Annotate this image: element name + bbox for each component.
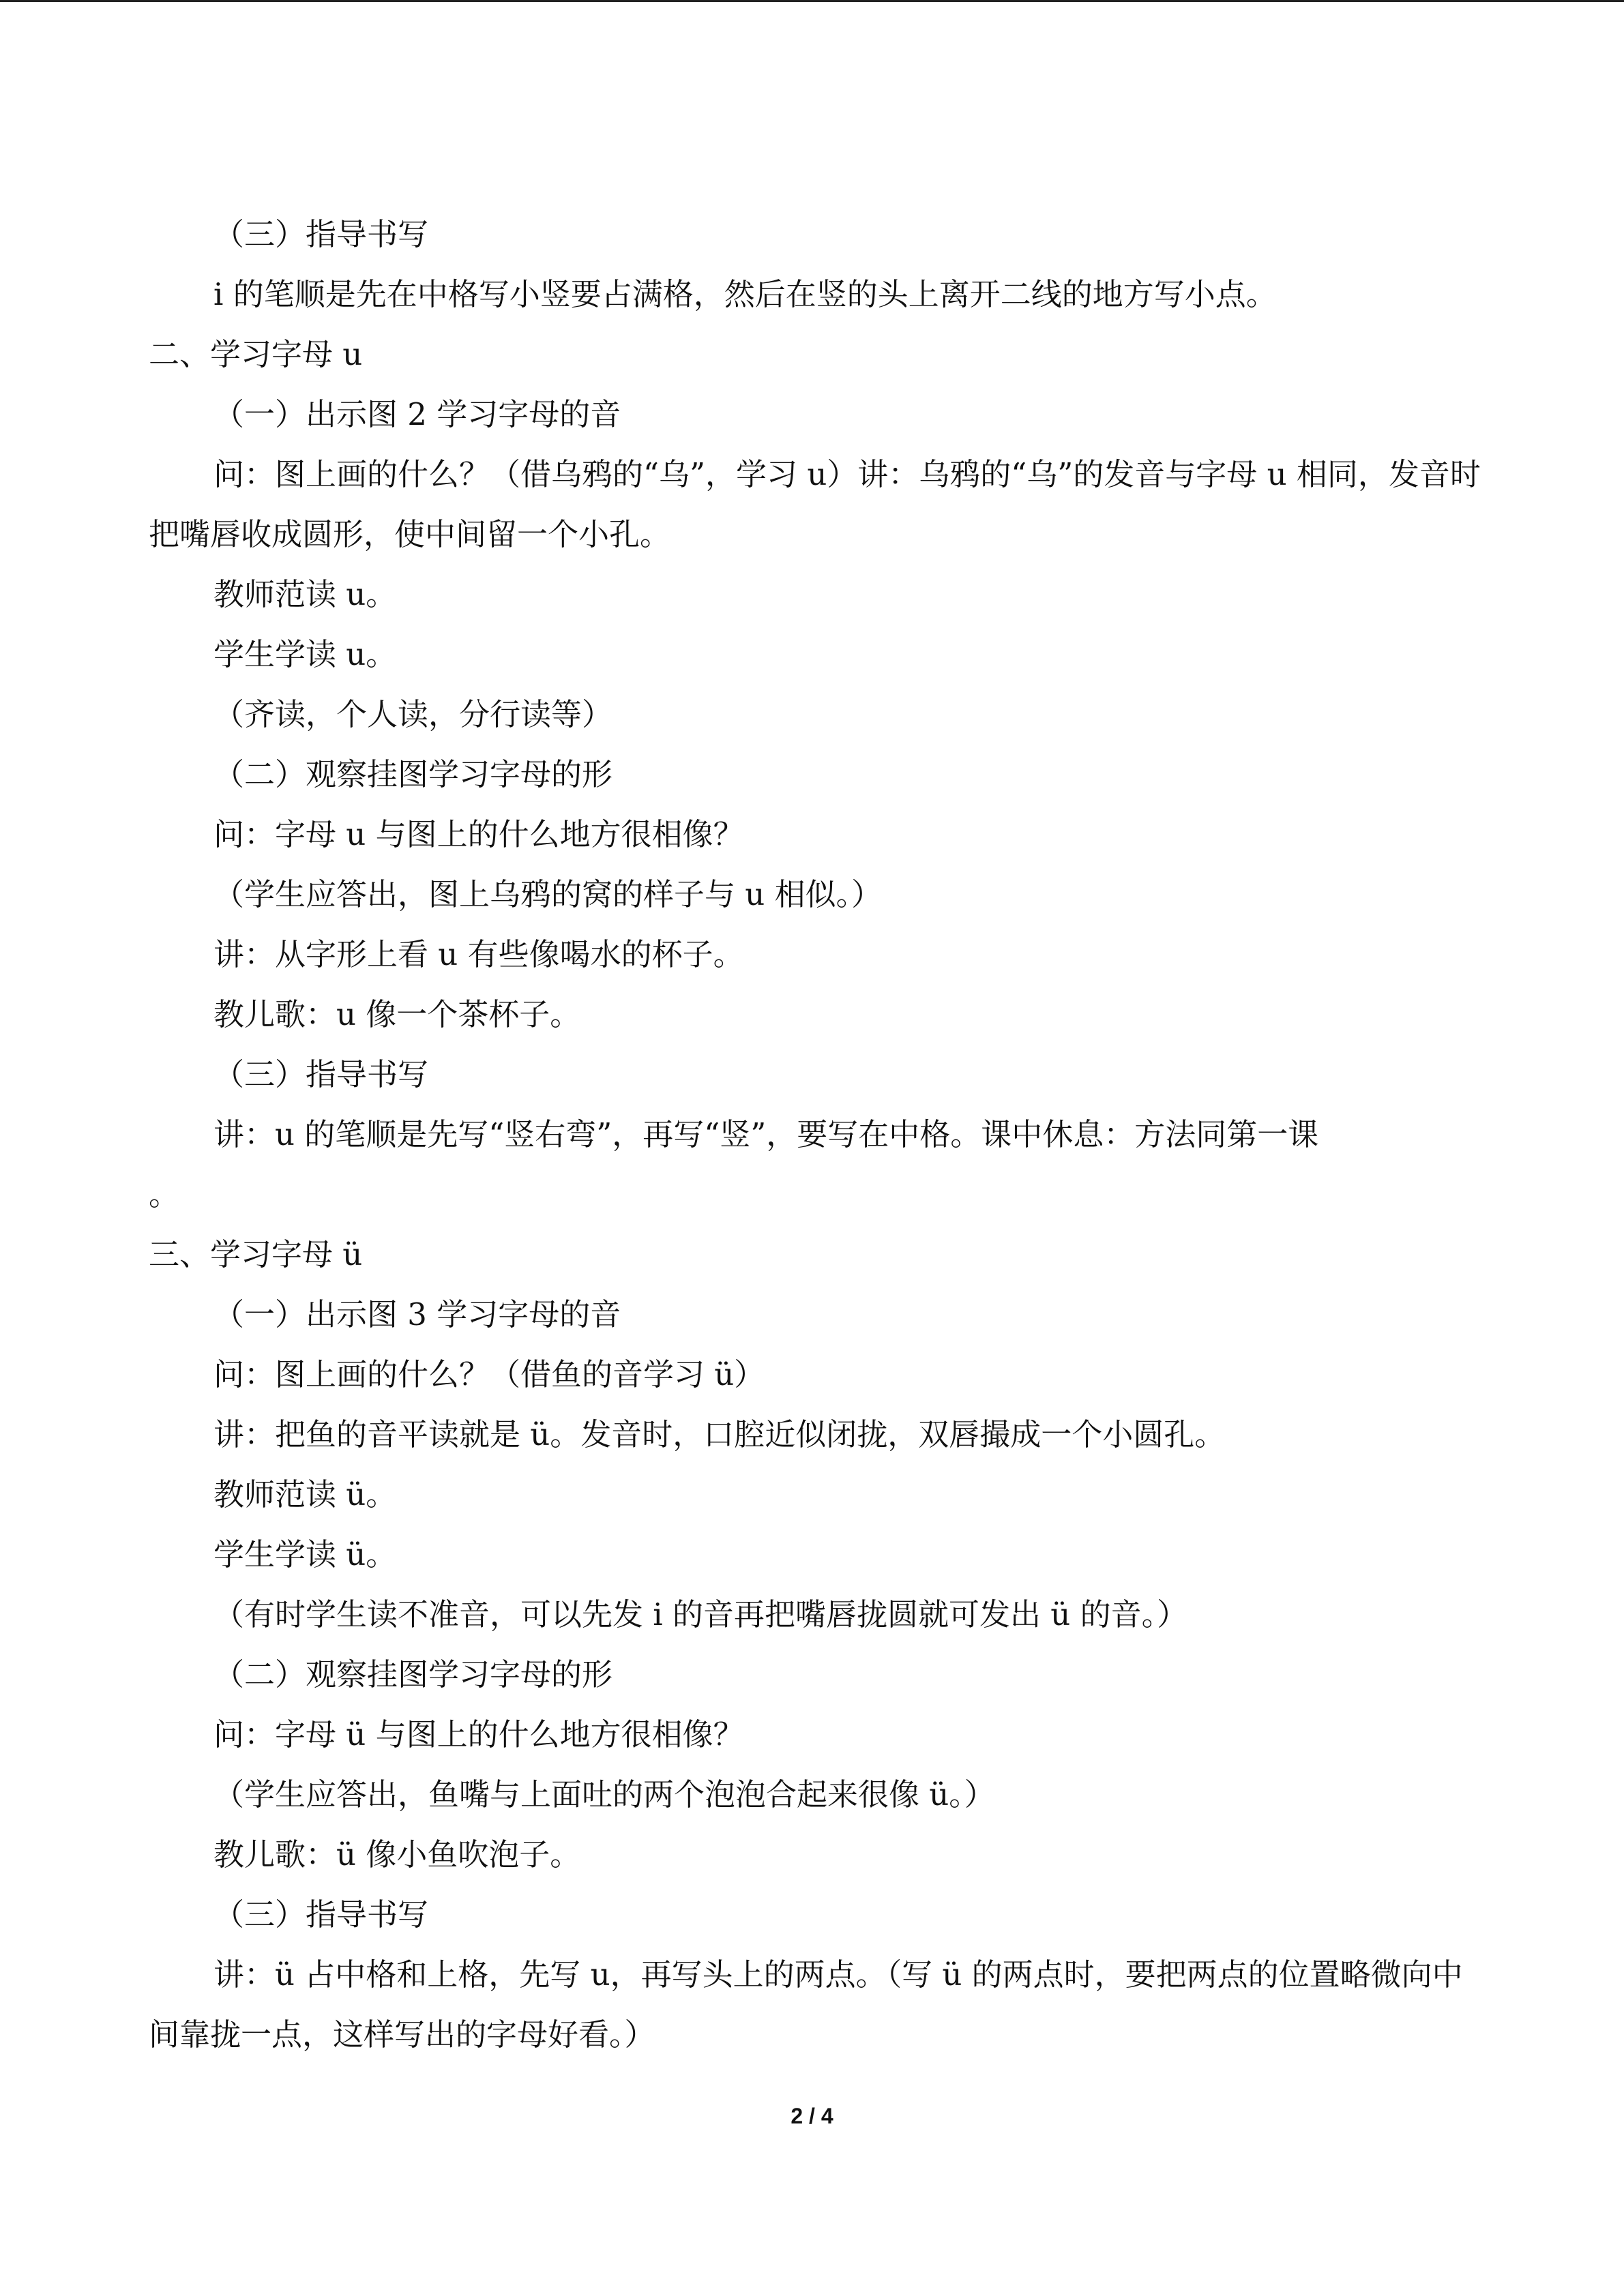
paragraph-question-figure-3: 问：图上画的什么？（借鱼的音学习 ü） [213, 1356, 765, 1392]
paragraph-question-u-umlaut-shape: 问：字母 ü 与图上的什么地方很相像？ [213, 1716, 744, 1753]
subheading-guide-writing-u-umlaut: （三）指导书写 [213, 1896, 429, 1933]
subheading-guide-writing: （三）指导书写 [213, 216, 429, 252]
paragraph-u-umlaut-stroke-order: 讲：ü 占中格和上格，先写 u，再写头上的两点。（写 ü 的两点时，要把两点的位置略微向中间靠拢一点，这样写出的字母好看。） [149, 1956, 1463, 2053]
subheading-show-figure-2: （一）出示图 2 学习字母的音 [213, 396, 621, 432]
paragraph-reading-modes: （齐读，个人读，分行读等） [213, 696, 613, 732]
paragraph-u-pronunciation: 问：图上画的什么？（借乌鸦的“乌”，学习 u）讲：乌鸦的“乌”的发音与字母 u 相同，发音时把嘴唇收成圆形，使中间留一个小孔。 [149, 456, 1481, 552]
paragraph-students-read-u-umlaut: 学生学读 ü。 [213, 1536, 397, 1572]
paragraph-period-overflow: 。 [149, 1176, 180, 1212]
subheading-show-figure-3: （一）出示图 3 学习字母的音 [213, 1296, 621, 1332]
page-number: 2 / 4 [791, 2104, 833, 2128]
paragraph-teacher-reads-u: 教师范读 u。 [213, 576, 397, 612]
paragraph-u-stroke-order: 讲：u 的笔顺是先写“竖右弯”，再写“竖”，要写在中格。课中休息：方法同第一课 [213, 1116, 1319, 1152]
paragraph-answer-u-umlaut-shape: （学生应答出，鱼嘴与上面吐的两个泡泡合起来很像 ü。） [213, 1776, 995, 1813]
paragraph-u-umlaut-pronunciation: 讲：把鱼的音平读就是 ü。发音时，口腔近似闭拢，双唇撮成一个小圆孔。 [213, 1416, 1226, 1452]
subheading-observe-chart-u: （二）观察挂图学习字母的形 [213, 756, 613, 792]
subheading-observe-chart-u-umlaut: （二）观察挂图学习字母的形 [213, 1656, 613, 1693]
paragraph-i-stroke-order: i 的笔顺是先在中格写小竖要占满格，然后在竖的头上离开二线的地方写小点。 [213, 276, 1277, 312]
page-top-border [0, 0, 1624, 2]
paragraph-question-u-shape: 问：字母 u 与图上的什么地方很相像？ [213, 816, 744, 852]
paragraph-pronunciation-tip: （有时学生读不准音，可以先发 i 的音再把嘴唇拢圆就可发出 ü 的音。） [213, 1596, 1188, 1632]
paragraph-u-rhyme: 教儿歌：u 像一个茶杯子。 [213, 996, 581, 1032]
paragraph-u-umlaut-rhyme: 教儿歌：ü 像小鱼吹泡子。 [213, 1836, 581, 1873]
document-body [149, 205, 1486, 2065]
paragraph-students-read-u: 学生学读 u。 [213, 636, 397, 672]
paragraph-teacher-reads-u-umlaut: 教师范读 ü。 [213, 1476, 397, 1512]
section-heading-u-umlaut: 三、学习字母 ü [149, 1236, 363, 1272]
section-heading-u: 二、学习字母 u [149, 336, 363, 372]
paragraph-answer-u-shape: （学生应答出，图上乌鸦的窝的样子与 u 相似。） [213, 876, 883, 912]
paragraph-u-cup: 讲：从字形上看 u 有些像喝水的杯子。 [213, 936, 744, 972]
subheading-guide-writing-u: （三）指导书写 [213, 1056, 429, 1092]
